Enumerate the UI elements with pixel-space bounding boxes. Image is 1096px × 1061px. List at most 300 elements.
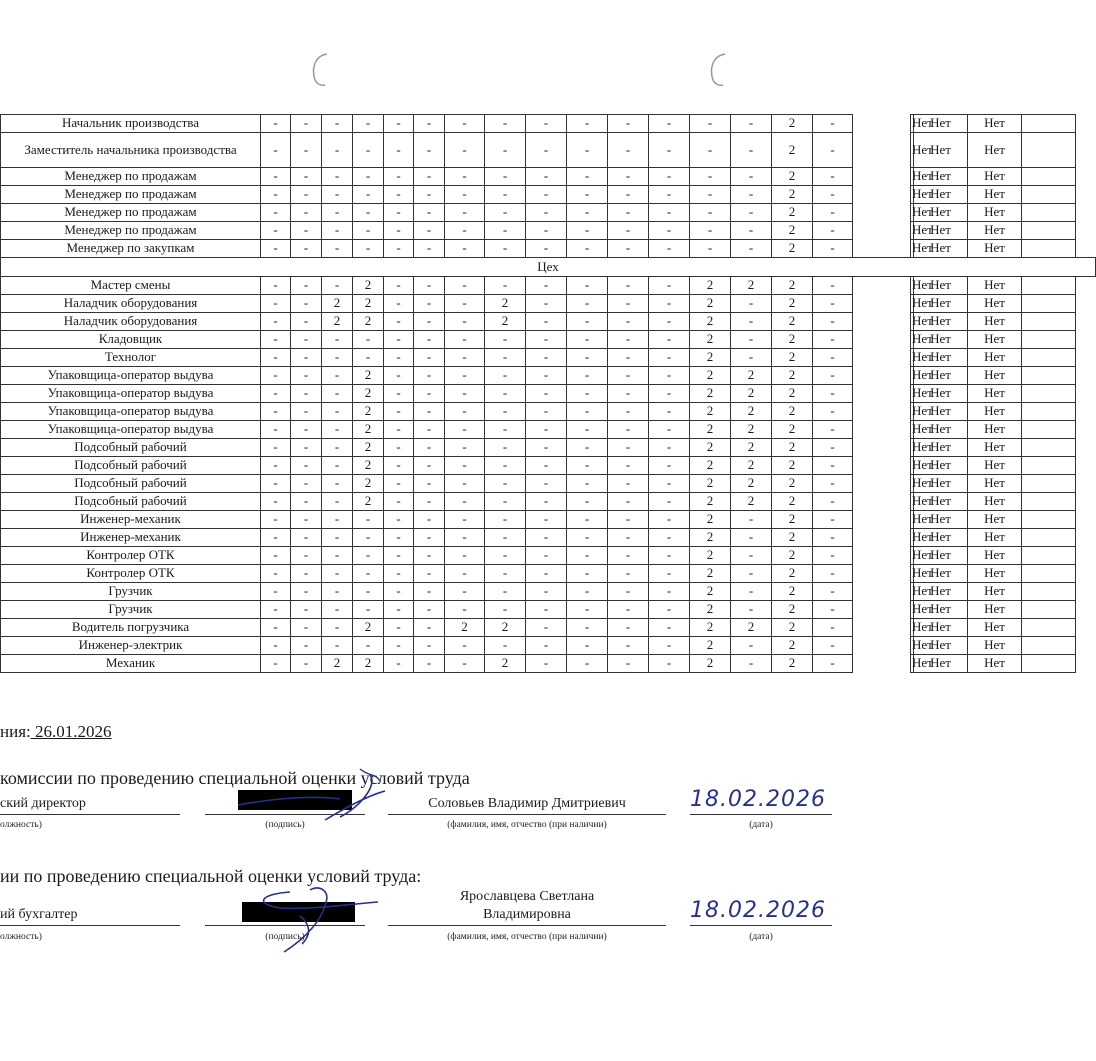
table-row xyxy=(1,637,1096,655)
factor-cell: - xyxy=(813,619,853,637)
factor-cell: - xyxy=(690,168,731,186)
position-cell: Грузчик xyxy=(1,601,261,619)
factor-cell: - xyxy=(485,186,526,204)
factor-cell: - xyxy=(649,601,690,619)
factor-cell: - xyxy=(261,565,291,583)
flag-cell: Нет xyxy=(911,493,914,511)
factor-cell: 2 xyxy=(772,547,813,565)
table-row xyxy=(1,367,1096,385)
position-cell: Начальник производства xyxy=(1,115,261,133)
cut-off-cell xyxy=(1022,565,1076,583)
table-row xyxy=(1,475,1096,493)
chair-caption-signature: (подпись) xyxy=(265,820,305,830)
table-row xyxy=(1,385,1096,403)
table-row xyxy=(1,331,1096,349)
flag-cell: Нет xyxy=(968,601,1022,619)
column-gap xyxy=(853,204,911,222)
factor-cell: - xyxy=(731,222,772,240)
factor-cell: - xyxy=(649,367,690,385)
column-gap xyxy=(853,637,911,655)
factor-cell: - xyxy=(731,133,772,168)
flag-cell: Нет xyxy=(914,601,968,619)
flag-cell: Нет xyxy=(968,331,1022,349)
factor-cell: - xyxy=(526,655,567,673)
factor-cell: - xyxy=(445,240,485,258)
factor-cell: - xyxy=(445,385,485,403)
factor-cell: - xyxy=(485,601,526,619)
factor-cell: 2 xyxy=(690,475,731,493)
factor-cell: - xyxy=(813,439,853,457)
flag-cell: Нет xyxy=(968,186,1022,204)
factor-cell: - xyxy=(567,493,608,511)
factor-cell: - xyxy=(384,186,414,204)
flag-cell: Нет xyxy=(968,655,1022,673)
factor-cell: - xyxy=(567,619,608,637)
factor-cell: - xyxy=(731,583,772,601)
factor-cell: - xyxy=(445,439,485,457)
factor-cell: 2 xyxy=(731,493,772,511)
flag-cell: Нет xyxy=(911,403,914,421)
member-caption-date: (дата) xyxy=(749,932,773,942)
factor-cell: 2 xyxy=(690,601,731,619)
factor-cell: - xyxy=(414,403,445,421)
flag-cell: Нет xyxy=(911,421,914,439)
flag-cell: Нет xyxy=(911,277,914,295)
factor-cell: - xyxy=(813,385,853,403)
factor-cell: - xyxy=(567,565,608,583)
cut-off-cell xyxy=(1022,403,1076,421)
factor-cell: - xyxy=(414,331,445,349)
factor-cell: - xyxy=(353,547,384,565)
factor-cell: - xyxy=(384,547,414,565)
factor-cell: - xyxy=(322,583,353,601)
factor-cell: - xyxy=(813,637,853,655)
factor-cell: - xyxy=(414,367,445,385)
factor-cell: - xyxy=(291,475,322,493)
table-row xyxy=(1,565,1096,583)
factor-cell: - xyxy=(384,457,414,475)
cut-off-cell xyxy=(1022,313,1076,331)
factor-cell: - xyxy=(813,367,853,385)
factor-cell: - xyxy=(291,168,322,186)
factor-cell: - xyxy=(526,637,567,655)
factor-cell: 2 xyxy=(690,367,731,385)
factor-cell: - xyxy=(322,547,353,565)
factor-cell: - xyxy=(608,547,649,565)
factor-cell: - xyxy=(526,547,567,565)
factor-cell: 2 xyxy=(690,493,731,511)
factor-cell: 2 xyxy=(772,295,813,313)
factor-cell: - xyxy=(291,222,322,240)
table-row xyxy=(1,313,1096,331)
factor-cell: - xyxy=(291,583,322,601)
factor-cell: - xyxy=(414,204,445,222)
flag-cell: Нет xyxy=(968,277,1022,295)
factor-cell: - xyxy=(445,168,485,186)
table-row xyxy=(1,583,1096,601)
factor-cell: - xyxy=(322,529,353,547)
table-row xyxy=(1,439,1096,457)
factor-cell: 2 xyxy=(772,313,813,331)
table-row xyxy=(1,601,1096,619)
cut-off-cell xyxy=(1022,240,1076,258)
column-gap xyxy=(853,403,911,421)
flag-cell: Нет xyxy=(911,601,914,619)
factor-cell: - xyxy=(445,511,485,529)
chair-date-line xyxy=(690,814,832,815)
factor-cell: 2 xyxy=(690,565,731,583)
factor-cell: - xyxy=(384,313,414,331)
factor-cell: - xyxy=(649,547,690,565)
factor-cell: - xyxy=(384,204,414,222)
flag-cell: Нет xyxy=(911,637,914,655)
factor-cell: 2 xyxy=(772,583,813,601)
flag-cell: Нет xyxy=(968,619,1022,637)
factor-cell: 2 xyxy=(731,475,772,493)
factor-cell: 2 xyxy=(322,295,353,313)
position-cell: Упаковщица-оператор выдува xyxy=(1,385,261,403)
factor-cell: - xyxy=(567,637,608,655)
factor-cell: - xyxy=(526,133,567,168)
factor-cell: - xyxy=(322,511,353,529)
factor-cell: - xyxy=(567,313,608,331)
factor-cell: - xyxy=(485,439,526,457)
flag-cell: Нет xyxy=(968,475,1022,493)
factor-cell: - xyxy=(291,601,322,619)
factor-cell: - xyxy=(384,168,414,186)
flag-cell: Нет xyxy=(968,240,1022,258)
cut-off-cell xyxy=(1022,529,1076,547)
factor-cell: - xyxy=(567,583,608,601)
table-row xyxy=(1,655,1096,673)
flag-cell: Нет xyxy=(914,115,968,133)
table-row xyxy=(1,277,1096,295)
flag-cell: Нет xyxy=(914,475,968,493)
factor-cell: - xyxy=(353,240,384,258)
factor-cell: - xyxy=(414,529,445,547)
factor-cell: - xyxy=(261,493,291,511)
cut-off-cell xyxy=(1022,367,1076,385)
factor-cell: - xyxy=(649,403,690,421)
factor-cell: - xyxy=(649,331,690,349)
flag-cell: Нет xyxy=(914,222,968,240)
factor-cell: - xyxy=(445,655,485,673)
flag-cell: Нет xyxy=(911,655,914,673)
factor-cell: - xyxy=(731,240,772,258)
factor-cell: - xyxy=(690,115,731,133)
factor-cell: - xyxy=(608,115,649,133)
factor-cell: - xyxy=(526,367,567,385)
factor-cell: - xyxy=(445,475,485,493)
position-cell: Водитель погрузчика xyxy=(1,619,261,637)
cut-off-cell xyxy=(1022,475,1076,493)
factor-cell: - xyxy=(322,367,353,385)
column-gap xyxy=(853,619,911,637)
flag-cell: Нет xyxy=(968,403,1022,421)
factor-cell: - xyxy=(414,421,445,439)
flag-cell: Нет xyxy=(911,547,914,565)
position-cell: Заместитель начальника производства xyxy=(1,133,261,168)
factor-cell: 2 xyxy=(690,619,731,637)
factor-cell: 2 xyxy=(353,295,384,313)
flag-cell: Нет xyxy=(914,637,968,655)
factor-cell: 2 xyxy=(772,115,813,133)
factor-cell: - xyxy=(813,186,853,204)
factor-cell: - xyxy=(291,204,322,222)
factor-cell: - xyxy=(649,529,690,547)
factor-cell: - xyxy=(414,295,445,313)
factor-cell: 2 xyxy=(772,168,813,186)
flag-cell: Нет xyxy=(911,295,914,313)
factor-cell: - xyxy=(291,313,322,331)
factor-cell: - xyxy=(608,421,649,439)
factor-cell: - xyxy=(649,240,690,258)
factor-cell: - xyxy=(291,240,322,258)
factor-cell: - xyxy=(485,367,526,385)
factor-cell: - xyxy=(353,186,384,204)
factor-cell: - xyxy=(731,295,772,313)
position-cell: Технолог xyxy=(1,349,261,367)
factor-cell: - xyxy=(261,475,291,493)
assessment-table xyxy=(0,114,1096,673)
factor-cell: - xyxy=(414,222,445,240)
factor-cell: - xyxy=(690,204,731,222)
flag-cell: Нет xyxy=(968,295,1022,313)
factor-cell: - xyxy=(353,565,384,583)
factor-cell: - xyxy=(353,115,384,133)
factor-cell: - xyxy=(291,295,322,313)
factor-cell: 2 xyxy=(690,655,731,673)
factor-cell: 2 xyxy=(772,133,813,168)
factor-cell: - xyxy=(526,439,567,457)
factor-cell: - xyxy=(322,277,353,295)
factor-cell: - xyxy=(445,565,485,583)
table-row xyxy=(1,493,1096,511)
factor-cell: - xyxy=(322,204,353,222)
member-name-line1: Ярославцева Светлана xyxy=(459,889,595,904)
factor-cell: - xyxy=(445,133,485,168)
factor-cell: - xyxy=(731,637,772,655)
cut-off-cell xyxy=(1022,186,1076,204)
member-position-line xyxy=(0,925,180,926)
cut-off-cell xyxy=(1022,168,1076,186)
column-gap xyxy=(853,511,911,529)
table-row xyxy=(1,204,1096,222)
factor-cell: 2 xyxy=(322,655,353,673)
factor-cell: 2 xyxy=(772,367,813,385)
factor-cell: - xyxy=(526,583,567,601)
position-cell: Инженер-механик xyxy=(1,511,261,529)
factor-cell: - xyxy=(322,385,353,403)
factor-cell: - xyxy=(261,204,291,222)
factor-cell: - xyxy=(731,204,772,222)
flag-cell: Нет xyxy=(911,331,914,349)
factor-cell: 2 xyxy=(485,295,526,313)
factor-cell: - xyxy=(291,186,322,204)
factor-cell: - xyxy=(485,457,526,475)
factor-cell: - xyxy=(526,331,567,349)
factor-cell: - xyxy=(322,565,353,583)
factor-cell: - xyxy=(608,367,649,385)
factor-cell: 2 xyxy=(731,403,772,421)
flag-cell: Нет xyxy=(911,511,914,529)
factor-cell: 2 xyxy=(772,619,813,637)
factor-cell: - xyxy=(526,475,567,493)
flag-cell: Нет xyxy=(911,529,914,547)
factor-cell: - xyxy=(526,457,567,475)
factor-cell: - xyxy=(414,547,445,565)
flag-cell: Нет xyxy=(914,493,968,511)
factor-cell: - xyxy=(813,601,853,619)
factor-cell: - xyxy=(567,529,608,547)
cut-off-cell xyxy=(1022,204,1076,222)
date-label: ния: xyxy=(0,722,31,741)
chair-position: ский директор xyxy=(0,796,86,811)
factor-cell: - xyxy=(322,331,353,349)
factor-cell: - xyxy=(608,493,649,511)
table-row xyxy=(1,168,1096,186)
cut-off-cell xyxy=(1022,637,1076,655)
factor-cell: - xyxy=(414,511,445,529)
position-cell: Менеджер по продажам xyxy=(1,222,261,240)
factor-cell: 2 xyxy=(772,385,813,403)
chair-name-line xyxy=(388,814,666,815)
flag-cell: Нет xyxy=(911,565,914,583)
factor-cell: - xyxy=(291,331,322,349)
column-gap xyxy=(853,295,911,313)
factor-cell: 2 xyxy=(772,637,813,655)
factor-cell: - xyxy=(608,295,649,313)
cut-off-cell xyxy=(1022,222,1076,240)
position-cell: Упаковщица-оператор выдува xyxy=(1,421,261,439)
flag-cell: Нет xyxy=(911,385,914,403)
cut-off-cell xyxy=(1022,133,1076,168)
factor-cell: - xyxy=(414,115,445,133)
factor-cell: - xyxy=(567,295,608,313)
factor-cell: 2 xyxy=(353,367,384,385)
factor-cell: - xyxy=(384,655,414,673)
table-row xyxy=(1,115,1096,133)
factor-cell: 2 xyxy=(772,277,813,295)
table-row xyxy=(1,421,1096,439)
factor-cell: - xyxy=(291,115,322,133)
position-cell: Подсобный рабочий xyxy=(1,493,261,511)
table-row xyxy=(1,403,1096,421)
column-gap xyxy=(853,493,911,511)
factor-cell: - xyxy=(261,133,291,168)
column-gap xyxy=(853,565,911,583)
flag-cell: Нет xyxy=(914,367,968,385)
factor-cell: - xyxy=(608,439,649,457)
factor-cell: - xyxy=(608,583,649,601)
factor-cell: 2 xyxy=(772,186,813,204)
factor-cell: - xyxy=(567,277,608,295)
flag-cell: Нет xyxy=(914,186,968,204)
factor-cell: 2 xyxy=(353,457,384,475)
factor-cell: - xyxy=(414,133,445,168)
factor-cell: 2 xyxy=(353,493,384,511)
factor-cell: - xyxy=(384,637,414,655)
document-date-line xyxy=(0,722,112,742)
factor-cell: - xyxy=(526,619,567,637)
factor-cell: - xyxy=(567,133,608,168)
table-row xyxy=(1,457,1096,475)
factor-cell: - xyxy=(485,529,526,547)
factor-cell: - xyxy=(567,349,608,367)
flag-cell: Нет xyxy=(968,457,1022,475)
member-caption-signature: (подпись) xyxy=(265,932,305,942)
factor-cell: - xyxy=(384,385,414,403)
factor-cell: - xyxy=(353,168,384,186)
factor-cell: 2 xyxy=(731,619,772,637)
factor-cell: - xyxy=(353,583,384,601)
factor-cell: - xyxy=(261,511,291,529)
factor-cell: - xyxy=(731,565,772,583)
factor-cell: - xyxy=(384,583,414,601)
factor-cell: - xyxy=(526,240,567,258)
factor-cell: - xyxy=(322,601,353,619)
factor-cell: - xyxy=(526,295,567,313)
factor-cell: - xyxy=(384,367,414,385)
factor-cell: - xyxy=(384,349,414,367)
position-cell: Мастер смены xyxy=(1,277,261,295)
factor-cell: - xyxy=(608,637,649,655)
factor-cell: - xyxy=(445,295,485,313)
cut-off-cell xyxy=(1022,547,1076,565)
position-cell: Менеджер по закупкам xyxy=(1,240,261,258)
position-cell: Инженер-механик xyxy=(1,529,261,547)
factor-cell: - xyxy=(526,313,567,331)
factor-cell: - xyxy=(261,439,291,457)
punch-hole-mark xyxy=(305,50,335,90)
flag-cell: Нет xyxy=(914,385,968,403)
factor-cell: - xyxy=(813,331,853,349)
factor-cell: - xyxy=(445,115,485,133)
factor-cell: - xyxy=(384,133,414,168)
position-cell: Наладчик оборудования xyxy=(1,313,261,331)
flag-cell: Нет xyxy=(968,133,1022,168)
factor-cell: - xyxy=(353,222,384,240)
factor-cell: - xyxy=(384,115,414,133)
factor-cell: - xyxy=(261,349,291,367)
factor-cell: - xyxy=(731,655,772,673)
factor-cell: 2 xyxy=(690,583,731,601)
factor-cell: - xyxy=(567,403,608,421)
cut-off-cell xyxy=(1022,277,1076,295)
flag-cell: Нет xyxy=(914,421,968,439)
flag-cell: Нет xyxy=(968,565,1022,583)
factor-cell: - xyxy=(649,457,690,475)
factor-cell: - xyxy=(813,295,853,313)
factor-cell: 2 xyxy=(690,439,731,457)
flag-cell: Нет xyxy=(911,583,914,601)
factor-cell: - xyxy=(731,331,772,349)
factor-cell: - xyxy=(414,493,445,511)
factor-cell: - xyxy=(261,583,291,601)
flag-cell: Нет xyxy=(911,222,914,240)
chair-signature xyxy=(230,765,400,825)
column-gap xyxy=(853,349,911,367)
flag-cell: Нет xyxy=(911,133,914,168)
factor-cell: - xyxy=(649,313,690,331)
cut-off-cell xyxy=(1022,421,1076,439)
flag-cell: Нет xyxy=(914,133,968,168)
factor-cell: - xyxy=(608,385,649,403)
column-gap xyxy=(853,115,911,133)
factor-cell: - xyxy=(813,421,853,439)
factor-cell: - xyxy=(261,295,291,313)
table-row xyxy=(1,547,1096,565)
